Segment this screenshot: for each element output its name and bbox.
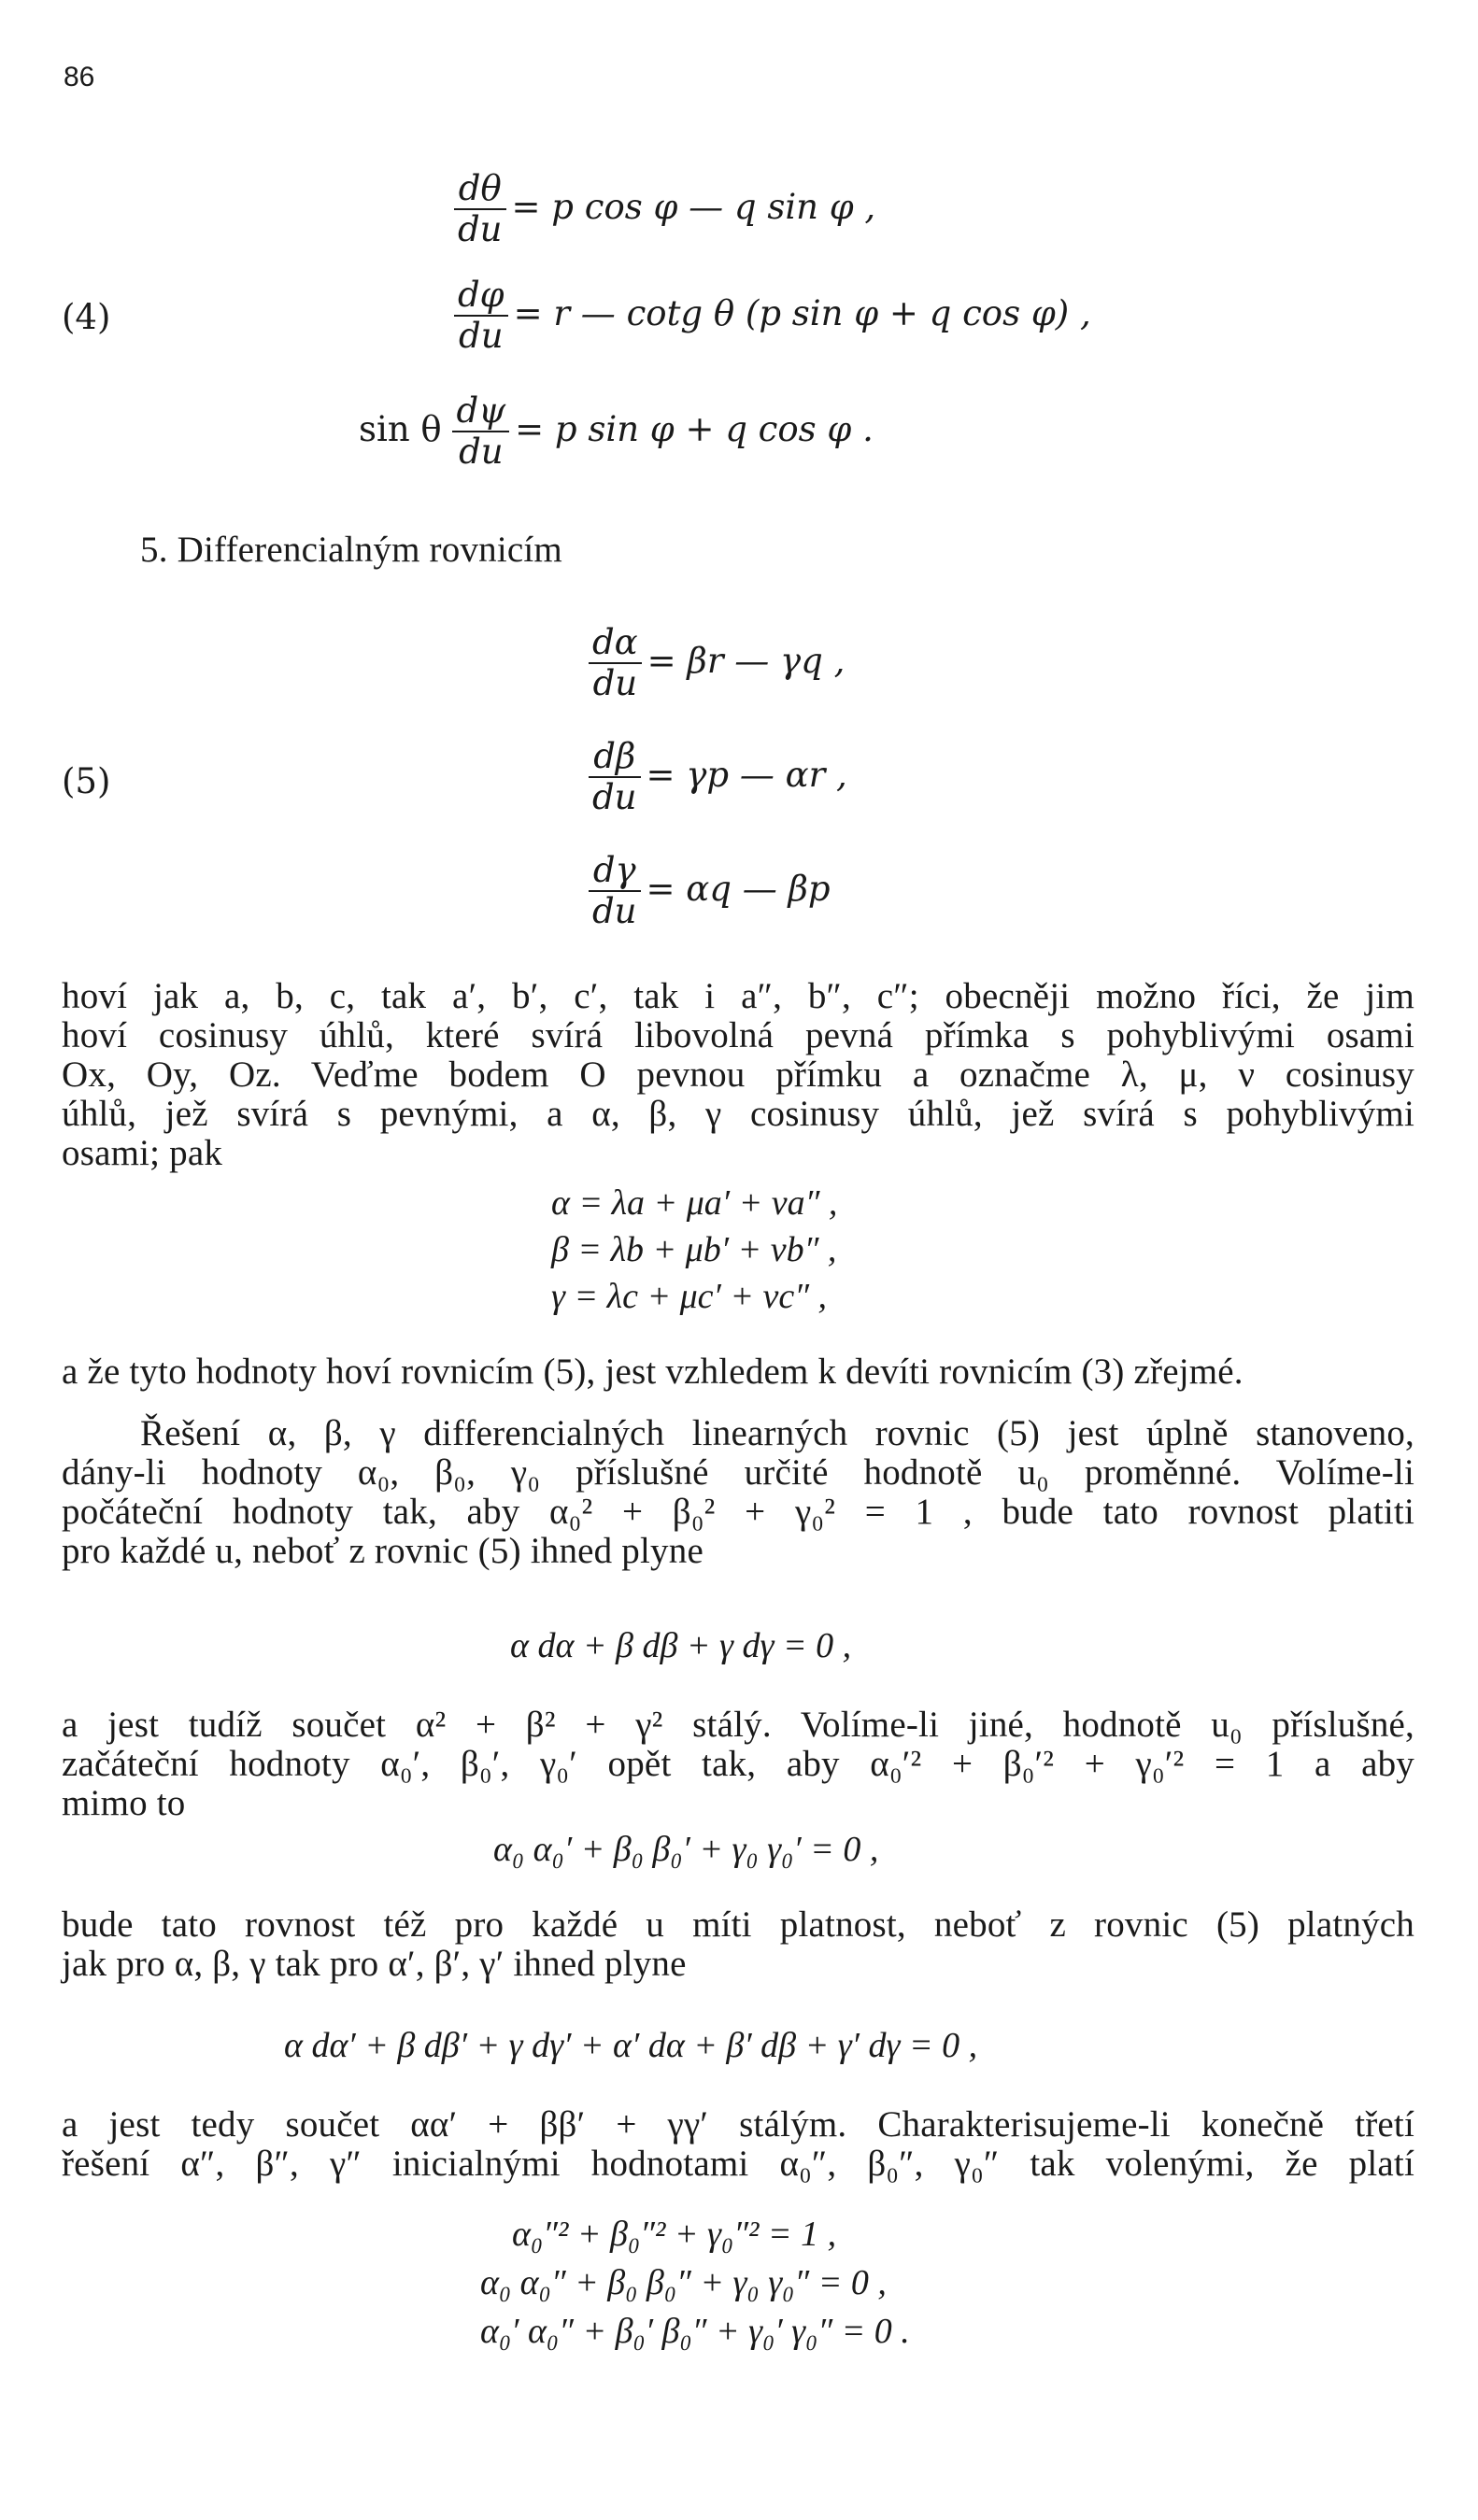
paragraph-5: bude tato rovnost též pro každé u míti platnost, neboť z rovnic (5) platných jak pro α, β, γ tak pro α′, β′, γ′ ihned plyne — [62, 1904, 1414, 1984]
page-number: 86 — [64, 62, 95, 92]
equation-lin-3: γ = λc + μc′ + νc″ , — [551, 1277, 828, 1316]
equation-final-1: α₀″² + β₀″² + γ₀″² = 1 , — [512, 2215, 837, 2254]
paragraph-6: a jest tedy součet αα′ + ββ′ + γγ′ stálým. Charakterisujeme-li konečně třetí řešení α″, β″, γ″ inicialnými hodnotami α₀″, β₀″, γ₀″ tak volenými, že platí — [62, 2104, 1414, 2184]
equation-sum-2: α₀ α₀′ + β₀ β₀′ + γ₀ γ₀′ = 0 , — [493, 1830, 879, 1869]
equation-4-row-1: $\frac{d\theta}{du}$ = p cos φ — q sin φ , — [454, 170, 875, 249]
equation-sum-3: α dα′ + β dβ′ + γ dγ′ + α′ dα + β′ dβ + γ′ dγ = 0 , — [284, 2026, 978, 2065]
section-5-heading: 5. Differencialným rovnicím — [140, 530, 562, 570]
equation-sum-1: α dα + β dβ + γ dγ = 0 , — [510, 1626, 852, 1665]
equation-5-row-3: $\frac{d\gamma}{du}$ = αq — βp — [589, 852, 831, 931]
fraction: $\frac{d\psi}{du}$ — [452, 392, 509, 472]
fraction: $\frac{d\varphi}{du}$ — [454, 276, 508, 356]
fraction: $\frac{d\alpha}{du}$ — [589, 624, 642, 703]
equation-lin-2: β = λb + μb′ + νb″ , — [551, 1230, 837, 1269]
equation-5-row-2: $\frac{d\beta}{du}$ = γp — αr , — [589, 738, 847, 817]
paragraph-2: a že tyto hodnoty hoví rovnicím (5), jest vzhledem k devíti rovnicím (3) zřejmé. — [62, 1352, 1244, 1392]
paragraph-1: hoví jak a, b, c, tak a′, b′, c′, tak i a″, b″, c″; obecněji možno říci, že jim hoví cosinusy úhlů, které svírá libovolná pevná přímka s pohyblivými osami Ox, Oy, Oz. Veďme bodem O pevnou přímku a označme λ, μ, ν cosinusy úhlů, jež svírá s pevnými, a α, β, γ cosinusy úhlů, jež svírá s pohyblivými osami; pak — [62, 976, 1414, 1173]
equation-number-5: (5) — [62, 761, 111, 801]
equation-5-row-1: $\frac{d\alpha}{du}$ = βr — γq , — [589, 624, 845, 703]
paragraph-3: Řešení α, β, γ differencialných linearných rovnic (5) jest úplně stanoveno, dány-li hodnoty α₀, β₀, γ₀ příslušné určité hodnotě u₀ proměnné. Volíme-li počáteční hodnoty tak, aby α₀² + β₀² + γ₀² = 1 , bude tato rovnost platiti pro každé u, neboť z rovnic (5) ihned plyne — [62, 1413, 1414, 1571]
equation-final-3: α₀′ α₀″ + β₀′ β₀″ + γ₀′ γ₀″ = 0 . — [480, 2312, 910, 2351]
fraction: $\frac{d\theta}{du}$ — [454, 170, 506, 249]
fraction: $\frac{d\gamma}{du}$ — [589, 852, 641, 931]
equation-final-2: α₀ α₀″ + β₀ β₀″ + γ₀ γ₀″ = 0 , — [480, 2263, 887, 2302]
equation-number-4: (4) — [62, 297, 111, 337]
equation-4-row-2: $\frac{d\varphi}{du}$ = r — cotg θ (p sin φ + q cos φ) , — [454, 276, 1091, 356]
equation-lin-1: α = λa + μa′ + νa″ , — [551, 1183, 838, 1223]
fraction: $\frac{d\beta}{du}$ — [589, 738, 641, 817]
equation-4-row-3: sin θ $\frac{d\psi}{du}$ = p sin φ + q cos φ . — [359, 390, 874, 472]
paragraph-4: a jest tudíž součet α² + β² + γ² stálý. Volíme-li jiné, hodnotě u₀ příslušné, začáteční hodnoty α₀′, β₀′, γ₀′ opět tak, aby α₀′² + β₀′² + γ₀′² = 1 a aby mimo to — [62, 1705, 1414, 1823]
